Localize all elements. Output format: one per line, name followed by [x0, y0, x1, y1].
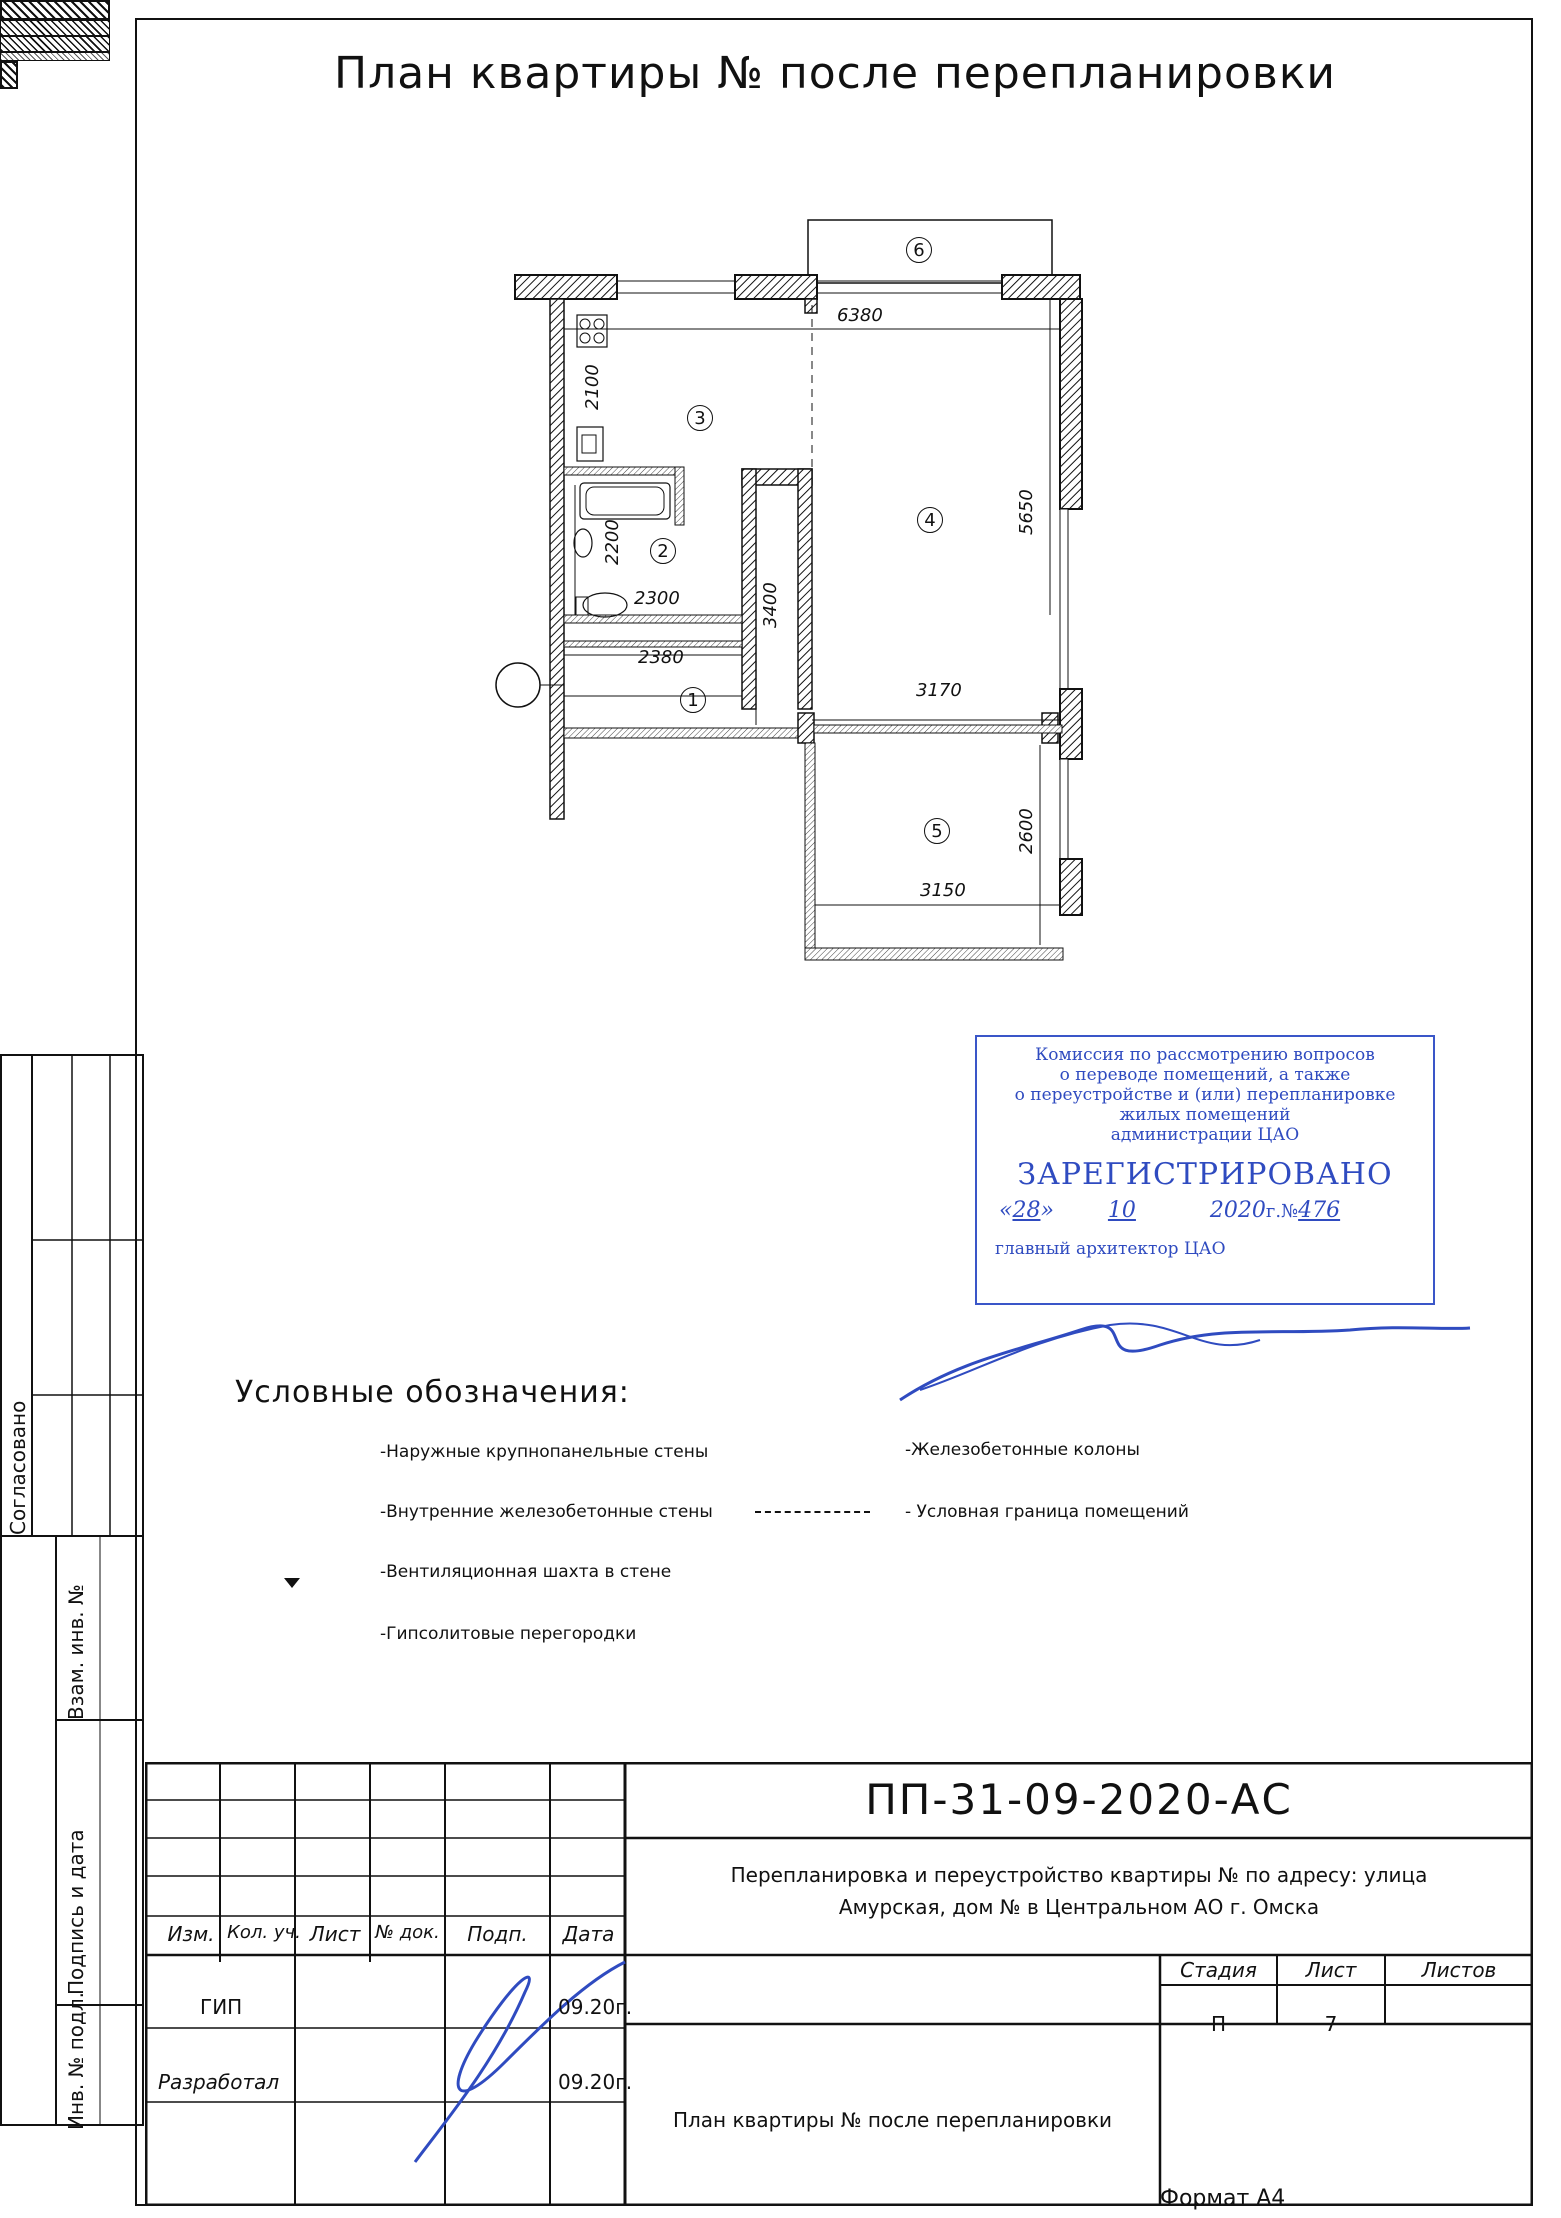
stamp-line-4: жилых помещений	[1119, 1105, 1291, 1125]
stamp-year: 2020	[1209, 1198, 1266, 1223]
col-doc: № док.	[375, 1922, 440, 1943]
title-block-grid	[145, 1762, 1533, 2206]
registration-stamp	[975, 1035, 1435, 1305]
col-data: Дата	[562, 1922, 615, 1946]
vent-marker-icon	[284, 1578, 300, 1588]
legend-boundary: - Условная граница помещений	[905, 1502, 1189, 1522]
stamp-registered: ЗАРЕГИСТРИРОВАНО	[1017, 1157, 1393, 1192]
col-podp: Подп.	[467, 1922, 528, 1946]
stamp-line-1: Комиссия по рассмотрению вопросов	[1035, 1045, 1375, 1065]
side-label-inv: Инв. № подл.	[64, 1992, 88, 2130]
dim-5650: 5650	[1016, 489, 1037, 535]
project-line-1: Перепланировка и переустройство квартиры № по адресу: улица	[730, 1863, 1428, 1887]
stamp-number: 476	[1298, 1198, 1341, 1223]
dim-3170: 3170	[916, 680, 962, 701]
dim-2300: 2300	[634, 588, 680, 609]
outer-wall-top-mid	[735, 275, 817, 299]
legend-swatch-boundary	[755, 1511, 870, 1513]
signature-stamp	[880, 1290, 1480, 1420]
legend-swatch-columns	[0, 61, 18, 89]
dim-3400: 3400	[760, 582, 781, 628]
page-title: План квартиры № после перепланировки	[333, 48, 1337, 99]
stamp-month: 10	[1107, 1198, 1136, 1223]
side-label-vzam: Взам. инв. №	[64, 1584, 88, 1720]
outer-wall-left	[550, 299, 564, 819]
dim-2380: 2380	[638, 647, 684, 668]
sheet-label: Лист	[1305, 1958, 1357, 1982]
side-label-agreed: Согласовано	[6, 1400, 30, 1535]
dim-2100: 2100	[582, 364, 603, 410]
legend-partitions: -Гипсолитовые перегородки	[380, 1624, 637, 1644]
stamp-line-3: о переустройстве и (или) перепланировке	[1014, 1085, 1396, 1105]
side-label-podpis: Подпись и дата	[64, 1829, 88, 1995]
room-number-5: 5	[924, 818, 950, 844]
role-developer-date: 09.20г.	[558, 2070, 633, 2094]
room-number-6: 6	[906, 237, 932, 263]
legend-inner-walls: -Внутренние железобетонные стены	[380, 1502, 713, 1522]
floor-plan	[480, 215, 1100, 995]
stamp-line-2: о переводе помещений, а также	[1059, 1065, 1351, 1085]
legend-columns: -Железобетонные колоны	[905, 1440, 1140, 1460]
legend-outer-walls: -Наружные крупнопанельные стены	[380, 1442, 709, 1462]
sheet-value: 7	[1324, 2012, 1338, 2036]
sheets-label: Листов	[1421, 1958, 1497, 1982]
floor-plan-drawing	[480, 215, 1100, 995]
stage-label: Стадия	[1180, 1958, 1257, 1982]
dim-2200: 2200	[602, 519, 623, 565]
col-list: Лист	[309, 1922, 361, 1946]
dim-3150: 3150	[920, 880, 966, 901]
role-developer: Разработал	[158, 2070, 280, 2094]
room-number-3: 3	[687, 405, 713, 431]
legend-swatch-partitions	[0, 52, 110, 61]
col-kol-uch: Кол. уч.	[227, 1922, 301, 1943]
legend-swatch-outer-walls	[0, 0, 110, 20]
outer-wall-right-top	[1060, 299, 1082, 509]
sheet-title: План квартиры № после перепланировки	[672, 2108, 1113, 2132]
stamp-year-suffix: г.№	[1265, 1201, 1299, 1222]
stamp-date-row: «28» 10 2020г.№476	[999, 1198, 1341, 1223]
format-label: Формат А4	[1160, 2186, 1286, 2211]
legend-swatch-inner-walls	[0, 20, 110, 36]
legend-heading: Условные обозначения:	[235, 1375, 630, 1410]
doc-code: ПП-31-09-2020-АС	[865, 1775, 1293, 1824]
role-gip: ГИП	[200, 1995, 243, 2019]
legend-vent-shaft: -Вентиляционная шахта в стене	[380, 1562, 672, 1582]
room-number-4: 4	[917, 507, 943, 533]
room-number-1: 1	[680, 687, 706, 713]
stamp-day: 28	[1012, 1198, 1041, 1223]
role-gip-date: 09.20г.	[558, 1995, 633, 2019]
outer-wall-top-left	[515, 275, 617, 299]
outer-wall-top-right	[1002, 275, 1080, 299]
stage-value: П	[1210, 2012, 1227, 2036]
stamp-line-5: администрации ЦАО	[1110, 1125, 1300, 1145]
project-line-2: Амурская, дом № в Центральном АО г. Омска	[838, 1895, 1320, 1919]
room-number-2: 2	[650, 538, 676, 564]
legend-swatch-vent-shaft	[0, 36, 110, 52]
title-block	[145, 1762, 1533, 2206]
col-izm: Изм.	[167, 1922, 215, 1946]
dim-6380: 6380	[837, 305, 883, 326]
dim-2600: 2600	[1016, 808, 1037, 854]
stamp-signer: главный архитектор ЦАО	[995, 1239, 1226, 1259]
